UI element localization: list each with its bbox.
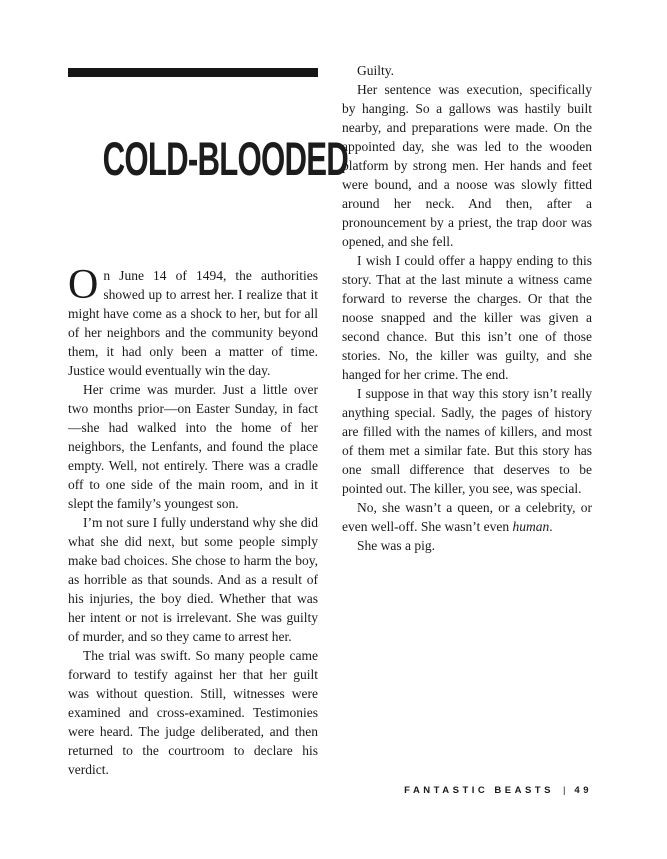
paragraph: I suppose in that way this story isn’t really anything special. Sadly, the pages of history are filled with the names of killers, and most of them met a similar fate. But this story has one small difference that deserves to be pointed out. The killer, you see, was special. — [342, 386, 592, 496]
paragraph: Her sentence was execution, specifically by hanging. So a gallows was hastily built nearby, and preparations were made. On the appointed day, she was led to the wooden platform by strong men. Her hands and feet were bound, and a noose was slowly fitted around her neck. And then, after a pronouncement by a priest, the trap door was opened, and she fell. — [342, 82, 592, 249]
footer-page-number: 49 — [574, 785, 592, 796]
chapter-rule-bar — [68, 68, 318, 77]
paragraph: She was a pig. — [357, 538, 435, 553]
footer-book-title: FANTASTIC BEASTS — [404, 785, 554, 796]
paragraph: I’m not sure I fully understand why she did what she did next, but some people simply make bad choices. She chose to harm the boy, as horrible as that sounds. And as a result of his injuries, the boy died. Whether that was her intent or not is irrelevant. She was guilty of murder, and so they came to arrest her. — [68, 515, 318, 644]
paragraph — [68, 262, 318, 380]
emphasized-word: human — [512, 519, 550, 534]
paragraph: Her crime was murder. Just a little over two months prior—on Easter Sunday, in fact—she had walked into the home of her neighbors, the Lenfants, and found the place empty. Well, not entirely. There was a cradle off to one side of the main room, and in it slept the family’s youngest son. — [68, 382, 318, 511]
paragraph-text: n June 14 of 1494, the authorities showed up to arrest her. I realize that it might have come as a shock to her, but for all of her neighbors and the community beyond them, it had only been a matter of time. Justice would eventually win the day. — [68, 268, 318, 378]
paragraph-text: . — [549, 519, 553, 534]
chapter-title — [68, 133, 349, 186]
paragraph-text: No, she wasn’t a queen, or a celebrity, or even well-off. She wasn’t even — [342, 500, 592, 534]
chapter-title-text: COLD-BLOODED — [102, 133, 349, 186]
left-text-column — [68, 262, 318, 779]
paragraph: Guilty. — [357, 63, 394, 78]
page-footer — [342, 785, 592, 796]
paragraph — [342, 498, 592, 536]
paragraph: The trial was swift. So many people came forward to testify against her that her guilt was without question. Still, witnesses were examined and cross-examined. Testimonies were heard. The judge deliberated, and then returned to the courtroom to declare his verdict. — [68, 648, 318, 777]
paragraph: I wish I could offer a happy ending to this story. That at the last minute a witness came forward to reverse the charges. Or that the noose snapped and the killer was given a second chance. But this isn’t one of those stories. No, the killer was guilty, and she hanged for her crime. The end. — [342, 253, 592, 382]
right-text-column — [342, 61, 592, 555]
footer-separator: | — [562, 785, 566, 796]
dropcap-letter: O — [68, 262, 99, 308]
